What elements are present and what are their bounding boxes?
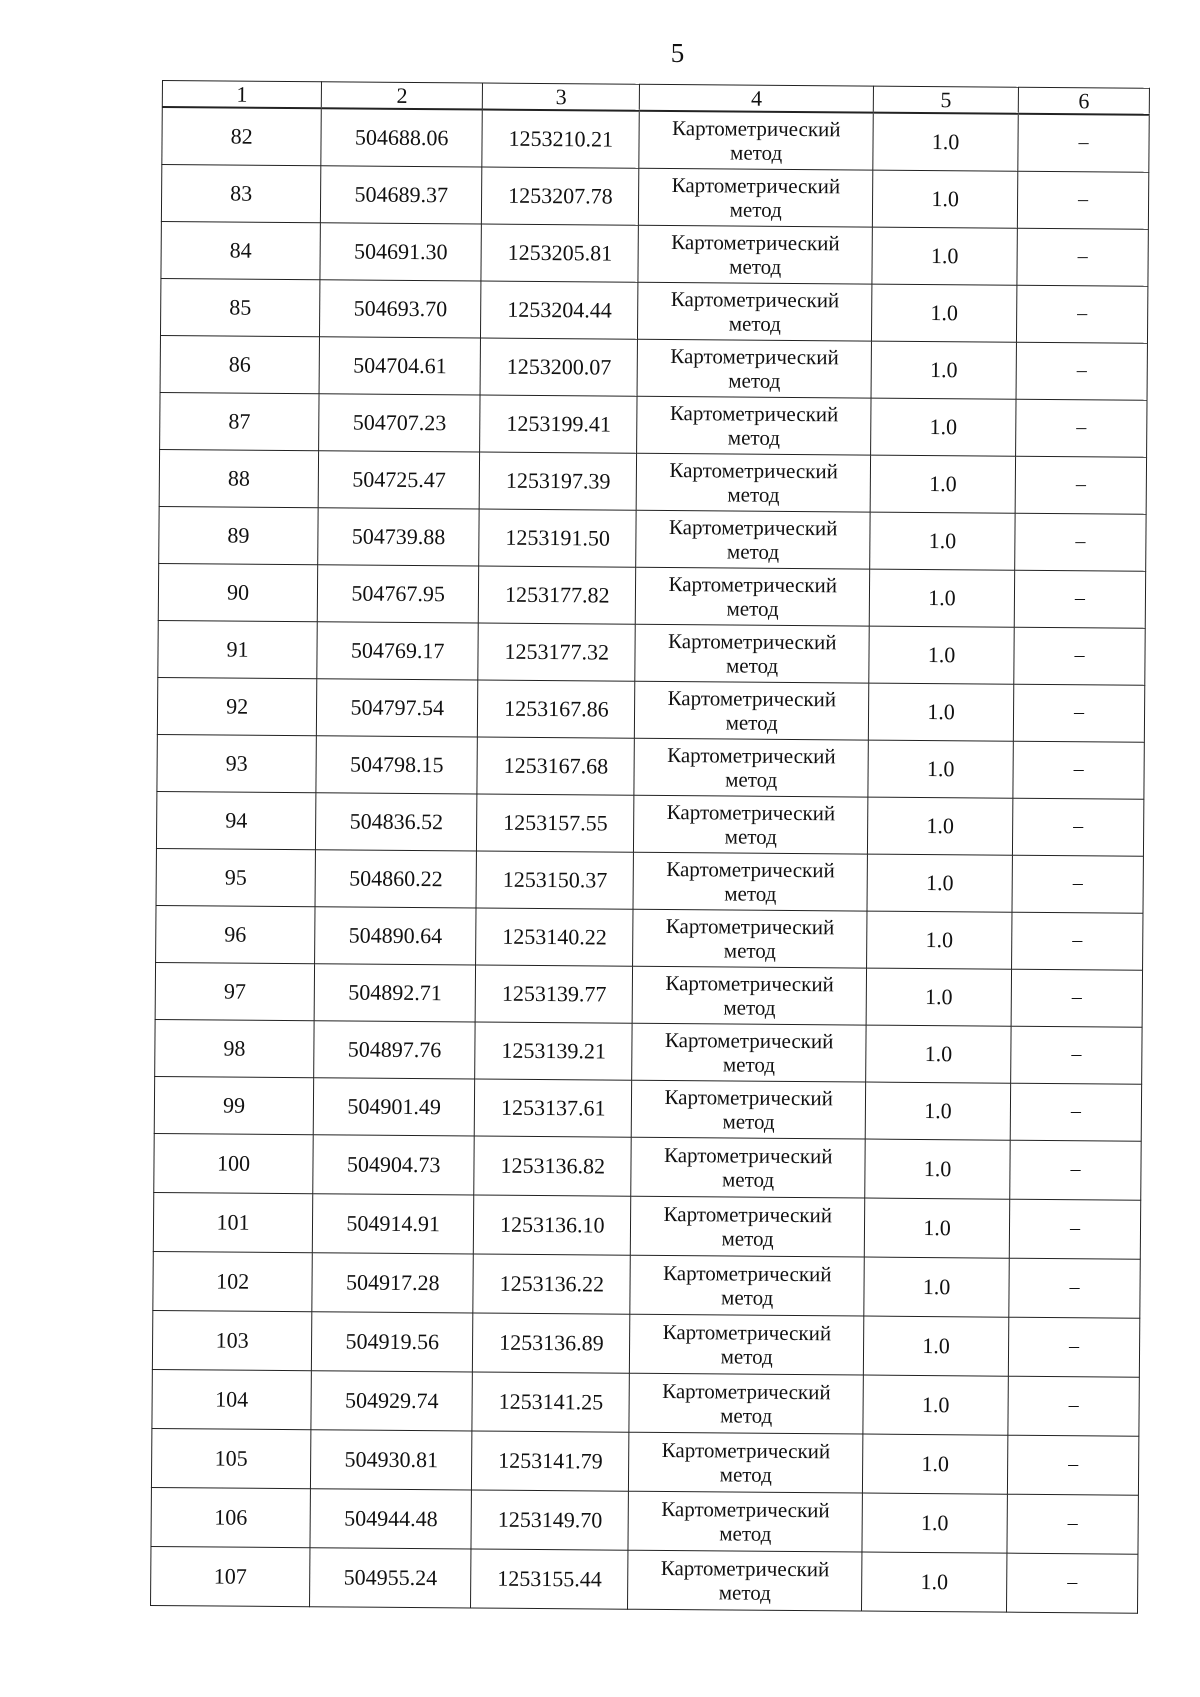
note-cell: –: [1010, 1140, 1141, 1200]
method-line-2: метод: [721, 1166, 775, 1192]
method-cell: [634, 795, 868, 854]
x-coordinate-cell: 504919.56: [311, 1311, 473, 1371]
method-cell: [632, 966, 866, 1025]
method-line-1: Картометрический: [665, 913, 835, 939]
method-cell: [630, 1314, 864, 1375]
table-row: [152, 1369, 1139, 1436]
x-coordinate-cell: 504897.76: [314, 1020, 476, 1078]
coordinates-table: [150, 80, 1150, 1613]
method-line-1: Картометрический: [663, 1201, 833, 1227]
accuracy-cell: 1.0: [868, 683, 1013, 741]
point-number-cell: 96: [156, 905, 316, 963]
method-line-1: Картометрический: [667, 685, 837, 711]
y-coordinate-cell: 1253140.22: [476, 907, 634, 965]
y-coordinate-cell: 1253139.21: [475, 1021, 633, 1079]
accuracy-cell: 1.0: [868, 740, 1013, 798]
y-coordinate-cell: 1253207.78: [482, 167, 640, 225]
note-cell: –: [1017, 171, 1148, 229]
x-coordinate-cell: 504892.71: [314, 963, 476, 1021]
method-line-2: метод: [729, 196, 782, 222]
accuracy-cell: 1.0: [865, 1082, 1010, 1140]
method-cell: [632, 1080, 866, 1139]
note-cell: –: [1012, 798, 1143, 856]
method-line-1: Картометрический: [666, 856, 835, 882]
y-coordinate-cell: 1253155.44: [471, 1548, 629, 1608]
method-line-2: метод: [719, 1461, 772, 1487]
note-cell: –: [1007, 1553, 1138, 1613]
x-coordinate-cell: 504725.47: [318, 450, 480, 508]
method-line-1: Картометрический: [671, 172, 841, 198]
x-coordinate-cell: 504929.74: [311, 1370, 473, 1430]
accuracy-cell: 1.0: [863, 1375, 1008, 1435]
table-row: [153, 1251, 1140, 1318]
method-cell: [635, 624, 869, 683]
y-coordinate-cell: 1253199.41: [480, 395, 638, 453]
method-line-1: Картометрический: [664, 1084, 834, 1110]
point-number-cell: 106: [151, 1487, 311, 1547]
table-row: [159, 449, 1146, 514]
page-number: 5: [670, 38, 685, 68]
point-number-cell: 100: [154, 1133, 314, 1193]
x-coordinate-cell: 504688.06: [321, 108, 483, 166]
table-row: [157, 677, 1144, 742]
method-line-1: Картометрический: [670, 343, 839, 369]
method-line-1: Картометрический: [672, 115, 841, 142]
note-cell: –: [1016, 399, 1147, 457]
method-line-1: Картометрический: [667, 742, 836, 768]
method-line-2: метод: [726, 595, 779, 621]
note-cell: –: [1007, 1494, 1138, 1554]
method-cell: [631, 1137, 865, 1198]
method-line-1: Картометрический: [665, 970, 834, 996]
table-row: [154, 1076, 1141, 1141]
table-row: [162, 107, 1149, 172]
y-coordinate-cell: 1253137.61: [474, 1078, 632, 1136]
y-coordinate-cell: 1253141.25: [472, 1371, 630, 1431]
accuracy-cell: 1.0: [873, 113, 1018, 171]
method-line-2: метод: [725, 652, 779, 678]
method-line-2: метод: [730, 140, 783, 165]
method-line-2: метод: [728, 310, 781, 336]
note-cell: –: [1015, 513, 1146, 571]
note-cell: –: [1016, 342, 1147, 400]
method-line-1: Картометрический: [662, 1319, 832, 1345]
x-coordinate-cell: 504797.54: [316, 678, 478, 736]
method-line-2: метод: [725, 709, 778, 735]
point-number-cell: 105: [151, 1428, 311, 1488]
coordinates-table-container: [150, 80, 1142, 1613]
table-row: [154, 1133, 1141, 1200]
accuracy-cell: 1.0: [867, 854, 1012, 912]
column-header: 1: [162, 81, 321, 109]
point-number-cell: 82: [162, 107, 322, 165]
table-row: [152, 1310, 1139, 1377]
y-coordinate-cell: 1253205.81: [481, 224, 639, 282]
method-line-2: метод: [720, 1343, 773, 1369]
y-coordinate-cell: 1253191.50: [479, 509, 637, 567]
point-number-cell: 85: [160, 278, 320, 336]
point-number-cell: 87: [160, 392, 320, 450]
accuracy-cell: 1.0: [862, 1434, 1007, 1494]
method-cell: [637, 453, 871, 512]
accuracy-cell: 1.0: [866, 968, 1011, 1026]
method-line-1: Картометрический: [667, 628, 837, 654]
method-line-2: метод: [723, 994, 776, 1020]
method-line-2: метод: [721, 1225, 774, 1251]
method-cell: [633, 852, 867, 911]
method-cell: [629, 1373, 863, 1434]
method-line-2: метод: [718, 1579, 771, 1605]
note-cell: –: [1011, 1026, 1142, 1084]
method-line-2: метод: [720, 1402, 773, 1428]
method-line-2: метод: [724, 880, 777, 906]
x-coordinate-cell: 504944.48: [310, 1488, 472, 1548]
accuracy-cell: 1.0: [869, 626, 1014, 684]
accuracy-cell: 1.0: [866, 1025, 1011, 1083]
table-body: [151, 107, 1150, 1613]
note-cell: –: [1008, 1376, 1139, 1436]
note-cell: –: [1014, 627, 1145, 685]
y-coordinate-cell: 1253177.32: [478, 623, 636, 681]
x-coordinate-cell: 504707.23: [319, 393, 481, 451]
y-coordinate-cell: 1253136.89: [473, 1312, 631, 1372]
x-coordinate-cell: 504693.70: [320, 279, 482, 337]
table-row: [158, 563, 1145, 628]
accuracy-cell: 1.0: [865, 1139, 1010, 1199]
point-number-cell: 83: [161, 164, 321, 222]
point-number-cell: 103: [152, 1310, 312, 1370]
accuracy-cell: 1.0: [864, 1198, 1009, 1258]
note-cell: –: [1013, 741, 1144, 799]
note-cell: –: [1007, 1435, 1138, 1495]
point-number-cell: 102: [153, 1251, 313, 1311]
method-cell: [630, 1255, 864, 1316]
y-coordinate-cell: 1253200.07: [480, 338, 638, 396]
point-number-cell: 84: [161, 221, 321, 279]
table-row: [151, 1546, 1138, 1613]
x-coordinate-cell: 504955.24: [310, 1547, 472, 1607]
point-number-cell: 97: [155, 962, 315, 1020]
method-cell: [638, 282, 872, 341]
method-line-2: метод: [723, 937, 777, 963]
method-line-1: Картометрический: [661, 1437, 831, 1463]
table-row: [155, 1019, 1142, 1084]
method-line-2: метод: [726, 538, 780, 564]
column-header: 4: [640, 84, 874, 112]
x-coordinate-cell: 504767.95: [317, 564, 479, 622]
note-cell: –: [1017, 228, 1148, 286]
y-coordinate-cell: 1253167.86: [478, 680, 636, 738]
table-row: [159, 506, 1146, 571]
method-cell: [636, 510, 870, 569]
method-cell: [628, 1550, 862, 1611]
y-coordinate-cell: 1253136.10: [474, 1194, 632, 1254]
method-line-2: метод: [721, 1284, 774, 1310]
y-coordinate-cell: 1253136.82: [474, 1135, 632, 1195]
method-cell: [637, 396, 871, 455]
point-number-cell: 95: [156, 848, 316, 906]
y-coordinate-cell: 1253167.68: [477, 736, 635, 794]
table-row: [158, 620, 1145, 685]
note-cell: –: [1013, 684, 1144, 742]
accuracy-cell: 1.0: [864, 1257, 1009, 1317]
x-coordinate-cell: 504901.49: [313, 1077, 475, 1135]
accuracy-cell: 1.0: [872, 227, 1017, 285]
accuracy-cell: 1.0: [862, 1552, 1007, 1612]
y-coordinate-cell: 1253136.22: [473, 1253, 631, 1313]
method-cell: [639, 111, 873, 170]
method-line-1: Картометрический: [668, 514, 838, 540]
method-cell: [632, 1023, 866, 1082]
point-number-cell: 99: [154, 1076, 314, 1134]
accuracy-cell: 1.0: [869, 569, 1014, 627]
x-coordinate-cell: 504691.30: [320, 222, 482, 280]
point-number-cell: 94: [156, 791, 316, 849]
table-row: [151, 1487, 1138, 1554]
accuracy-cell: 1.0: [863, 1316, 1008, 1376]
method-cell: [634, 738, 868, 797]
note-cell: –: [1018, 114, 1149, 172]
method-line-1: Картометрический: [663, 1142, 833, 1168]
point-number-cell: 88: [159, 449, 319, 507]
note-cell: –: [1017, 285, 1148, 343]
y-coordinate-cell: 1253157.55: [477, 793, 635, 851]
point-number-cell: 86: [160, 335, 320, 393]
note-cell: –: [1009, 1199, 1140, 1259]
method-cell: [631, 1196, 865, 1257]
table-row: [160, 335, 1147, 400]
accuracy-cell: 1.0: [870, 455, 1015, 513]
accuracy-cell: 1.0: [867, 797, 1012, 855]
table-row: [153, 1192, 1140, 1259]
column-header: 2: [321, 82, 482, 110]
method-line-1: Картометрический: [661, 1496, 830, 1522]
point-number-cell: 92: [157, 677, 317, 735]
table-row: [160, 278, 1147, 343]
method-line-2: метод: [722, 1108, 775, 1134]
point-number-cell: 98: [155, 1019, 315, 1077]
table-row: [151, 1428, 1138, 1495]
table-row: [161, 164, 1148, 229]
note-cell: –: [1009, 1258, 1140, 1318]
column-header: 5: [873, 86, 1018, 114]
accuracy-cell: 1.0: [862, 1493, 1007, 1553]
table-row: [161, 221, 1148, 286]
x-coordinate-cell: 504917.28: [312, 1252, 474, 1312]
note-cell: –: [1012, 912, 1143, 970]
method-cell: [638, 225, 872, 284]
y-coordinate-cell: 1253197.39: [479, 452, 637, 510]
table-row: [160, 392, 1147, 457]
table-row: [156, 905, 1143, 970]
x-coordinate-cell: 504860.22: [315, 849, 477, 907]
accuracy-cell: 1.0: [871, 398, 1016, 456]
method-line-2: метод: [719, 1520, 772, 1546]
point-number-cell: 89: [159, 506, 319, 564]
accuracy-cell: 1.0: [872, 170, 1017, 228]
method-line-1: Картометрический: [662, 1378, 831, 1404]
method-line-2: метод: [727, 424, 781, 450]
method-line-1: Картометрический: [669, 400, 839, 426]
method-cell: [633, 909, 867, 968]
x-coordinate-cell: 504930.81: [311, 1429, 473, 1489]
method-line-2: метод: [724, 823, 777, 849]
method-line-2: метод: [729, 253, 782, 279]
table-row: [155, 962, 1142, 1027]
note-cell: –: [1012, 855, 1143, 913]
x-coordinate-cell: 504769.17: [317, 621, 479, 679]
note-cell: –: [1008, 1317, 1139, 1377]
note-cell: –: [1014, 570, 1145, 628]
method-cell: [636, 567, 870, 626]
y-coordinate-cell: 1253149.70: [471, 1489, 629, 1549]
note-cell: –: [1011, 969, 1142, 1027]
x-coordinate-cell: 504890.64: [315, 906, 477, 964]
y-coordinate-cell: 1253141.79: [472, 1430, 630, 1490]
x-coordinate-cell: 504689.37: [321, 165, 483, 223]
method-cell: [628, 1491, 862, 1552]
point-number-cell: 91: [158, 620, 318, 678]
accuracy-cell: 1.0: [870, 512, 1015, 570]
method-line-1: Картометрический: [664, 1027, 834, 1053]
y-coordinate-cell: 1253204.44: [481, 281, 639, 339]
accuracy-cell: 1.0: [872, 284, 1017, 342]
column-header: 6: [1018, 87, 1149, 115]
table-row: [156, 848, 1143, 913]
method-cell: [635, 681, 869, 740]
y-coordinate-cell: 1253210.21: [482, 110, 640, 168]
method-cell: [639, 168, 873, 227]
y-coordinate-cell: 1253177.82: [479, 566, 637, 624]
x-coordinate-cell: 504704.61: [319, 336, 481, 394]
point-number-cell: 107: [151, 1546, 311, 1606]
method-line-2: метод: [728, 367, 781, 393]
note-cell: –: [1015, 456, 1146, 514]
method-line-2: метод: [722, 1051, 776, 1077]
point-number-cell: 101: [153, 1192, 313, 1252]
table-row: [156, 791, 1143, 856]
x-coordinate-cell: 504914.91: [312, 1193, 474, 1253]
method-line-2: метод: [727, 481, 780, 507]
method-line-1: Картометрический: [671, 229, 840, 255]
method-cell: [637, 339, 871, 398]
method-line-1: Картометрический: [668, 571, 838, 597]
method-line-2: метод: [725, 766, 778, 792]
method-line-1: Картометрический: [670, 286, 840, 312]
method-line-1: Картометрический: [669, 457, 838, 483]
accuracy-cell: 1.0: [867, 911, 1012, 969]
method-line-1: Картометрический: [660, 1555, 830, 1581]
method-cell: [629, 1432, 863, 1493]
table-row: [157, 734, 1144, 799]
x-coordinate-cell: 504904.73: [313, 1134, 475, 1194]
method-line-1: Картометрический: [666, 799, 836, 825]
method-line-1: Картометрический: [663, 1260, 832, 1286]
y-coordinate-cell: 1253139.77: [475, 964, 633, 1022]
column-header: 3: [483, 83, 640, 111]
y-coordinate-cell: 1253150.37: [476, 850, 634, 908]
point-number-cell: 104: [152, 1369, 312, 1429]
point-number-cell: 90: [158, 563, 318, 621]
x-coordinate-cell: 504798.15: [316, 735, 478, 793]
accuracy-cell: 1.0: [871, 341, 1016, 399]
x-coordinate-cell: 504739.88: [318, 507, 480, 565]
x-coordinate-cell: 504836.52: [316, 792, 478, 850]
note-cell: –: [1010, 1083, 1141, 1141]
point-number-cell: 93: [157, 734, 317, 792]
